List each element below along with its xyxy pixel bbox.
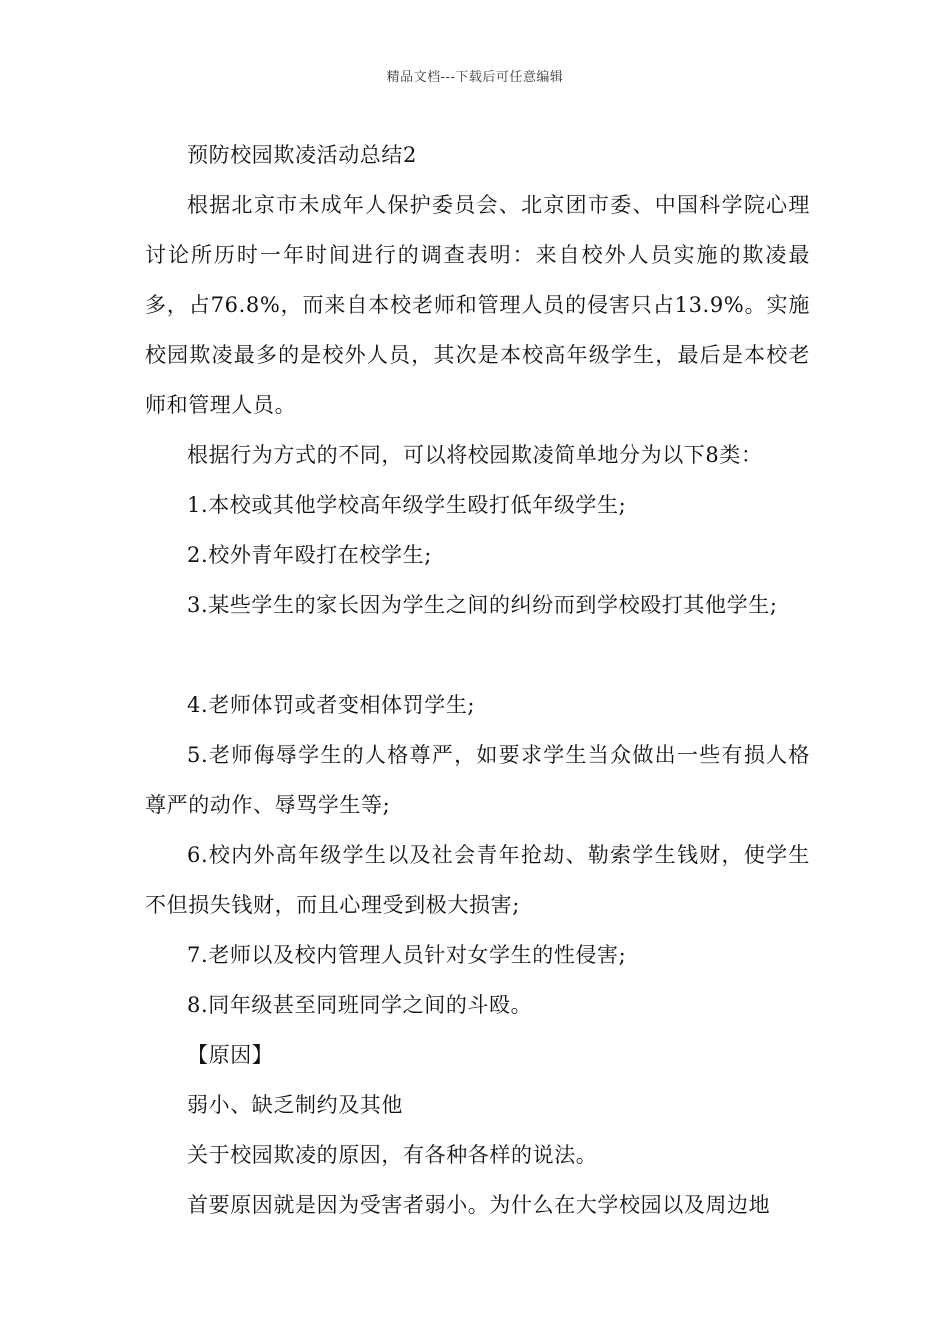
section-heading: 【原因】 xyxy=(187,1043,274,1067)
list-item: 4.老师体罚或者变相体罚学生; xyxy=(187,693,476,717)
page-header: 精品文档---下载后可任意编辑 xyxy=(386,70,564,85)
list-item: 7.老师以及校内管理人员针对女学生的性侵害; xyxy=(187,943,627,967)
reasons-paragraph: 首要原因就是因为受害者弱小。为什么在大学校园以及周边地 xyxy=(187,1193,771,1217)
document-body xyxy=(145,130,810,1230)
intro-paragraph: 根据北京市未成年人保护委员会、北京团市委、中国科学院心理讨论所历时一年时间进行的调查表明：来自校外人员实施的欺凌最多，占76.8%，而来自本校老师和管理人员的侵害只占13.9%。实施校园欺凌最多的是校外人员，其次是本校高年级学生，最后是本校老师和管理人员。 xyxy=(145,193,810,417)
list-item: 3.某些学生的家长因为学生之间的纠纷而到学校殴打其他学生; xyxy=(187,593,778,617)
list-item: 6.校内外高年级学生以及社会青年抢劫、勒索学生钱财，使学生不但损失钱财，而且心理受到极大损害; xyxy=(145,843,810,917)
list-item: 8.同年级甚至同班同学之间的斗殴。 xyxy=(187,993,533,1017)
list-item: 2.校外青年殴打在校学生; xyxy=(187,543,432,567)
list-item: 5.老师侮辱学生的人格尊严，如要求学生当众做出一些有损人格尊严的动作、辱骂学生等; xyxy=(145,743,810,817)
blank-line xyxy=(145,630,810,680)
classification-intro: 根据行为方式的不同，可以将校园欺凌简单地分为以下8类： xyxy=(187,443,763,467)
list-item: 1.本校或其他学校高年级学生殴打低年级学生; xyxy=(187,493,627,517)
document-title: 预防校园欺凌活动总结2 xyxy=(187,143,417,167)
reasons-intro: 关于校园欺凌的原因，有各种各样的说法。 xyxy=(187,1143,598,1167)
subheading: 弱小、缺乏制约及其他 xyxy=(187,1093,403,1117)
